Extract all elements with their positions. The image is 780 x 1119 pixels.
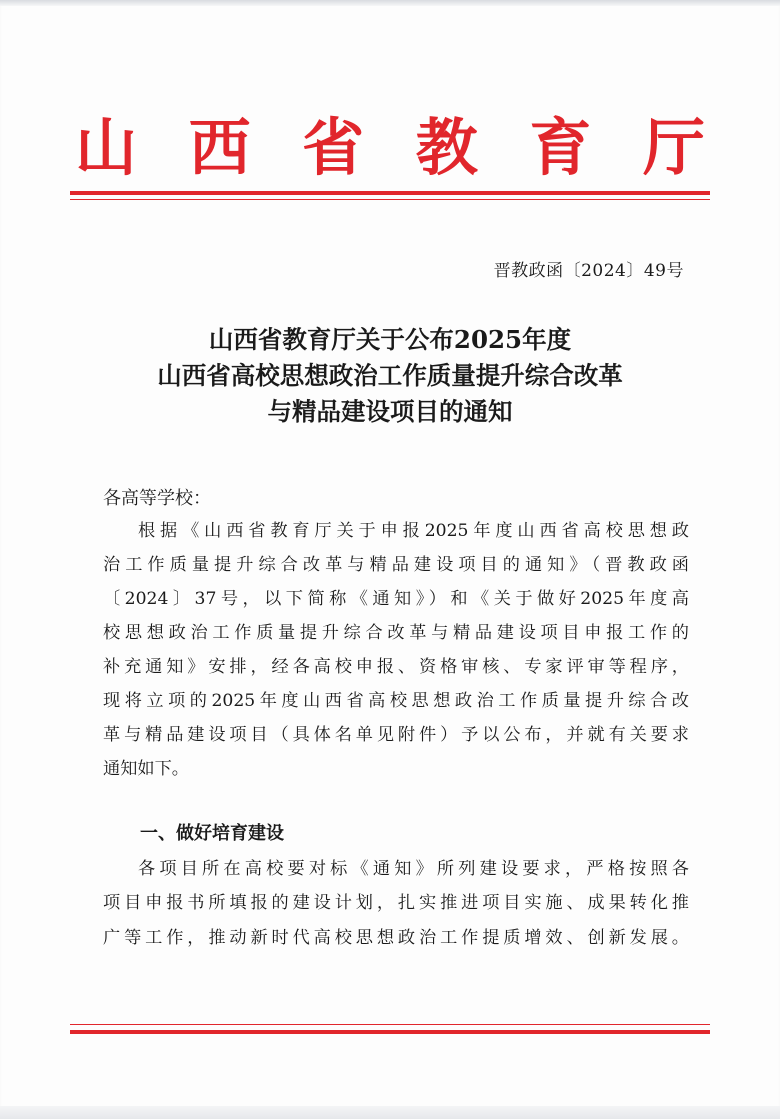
paragraph-line: 广等工作，推动新时代高校思想政治工作提质增效、创新发展。	[103, 928, 689, 948]
section-heading: 一、做好培育建设	[140, 823, 284, 844]
paragraph-line: 〔2024〕37号，以下简称《通知》）和《关于做好2025年度高	[103, 589, 689, 609]
paragraph-line: 现将立项的2025年度山西省高校思想政治工作质量提升综合改	[103, 691, 689, 711]
paragraph-line: 革与精品建设项目（具体名单见附件）予以公布，并就有关要求	[103, 725, 689, 745]
letterhead-rule-thick	[70, 191, 710, 195]
paragraph-line: 校思想政治工作质量提升综合改革与精品建设项目申报工作的	[103, 623, 689, 643]
paragraph-line: 通知如下。	[103, 759, 189, 779]
paragraph-line: 治工作质量提升综合改革与精品建设项目的通知》（晋教政函	[103, 555, 689, 575]
document-number: 晋教政函〔2024〕49号	[493, 261, 684, 281]
document-title	[70, 322, 710, 430]
paragraph-line: 各项目所在高校要对标《通知》所列建设要求，严格按照各	[138, 859, 689, 879]
letterhead-char: 省	[302, 111, 365, 184]
letterhead-char: 厅	[642, 111, 705, 184]
letterhead-title	[70, 108, 710, 188]
letterhead-char: 育	[529, 111, 592, 184]
top-edge-shadow	[0, 0, 780, 6]
letterhead-rule-thin	[70, 199, 710, 200]
footer-rule-thick	[70, 1030, 710, 1034]
letterhead-char: 山	[74, 111, 137, 184]
title-line: 与精品建设项目的通知	[267, 397, 513, 426]
paragraph-line: 项目申报书所填报的建设计划，扎实推进项目实施、成果转化推	[103, 893, 689, 913]
footer-rule-thin	[70, 1024, 710, 1025]
paragraph-line: 补充通知》安排，经各高校申报、资格审核、专家评审等程序，	[103, 657, 689, 677]
salutation: 各高等学校：	[103, 488, 211, 509]
letterhead-char: 西	[188, 111, 251, 184]
letterhead-char: 教	[415, 111, 478, 184]
title-line: 山西省教育厅关于公布2025年度	[208, 325, 572, 354]
title-line: 山西省高校思想政治工作质量提升综合改革	[157, 361, 623, 390]
bottom-edge	[0, 1106, 780, 1119]
paragraph-line: 根据《山西省教育厅关于申报2025年度山西省高校思想政	[138, 521, 689, 541]
